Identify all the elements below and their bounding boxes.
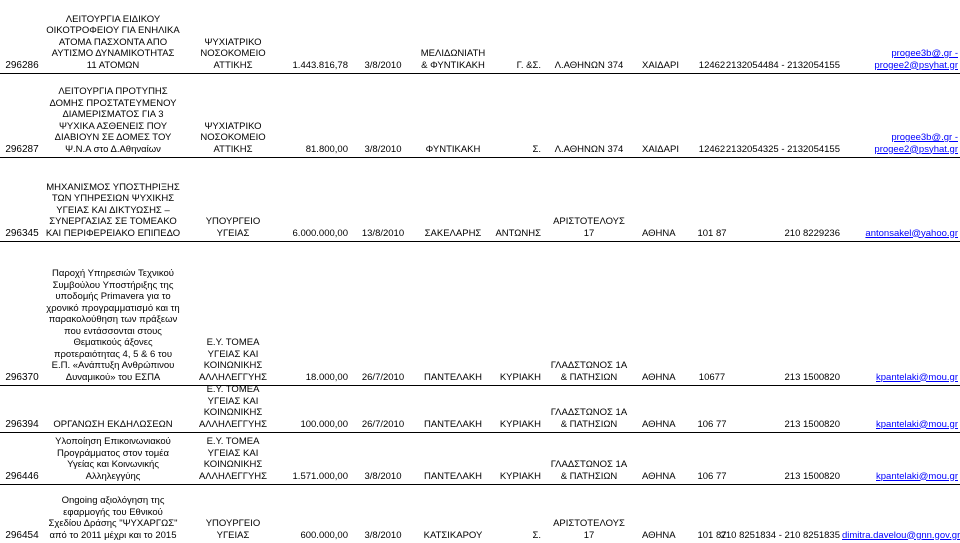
cell-date: 3/8/2010: [364, 470, 402, 482]
cell-surname: ΦΥΝΤΙΚΑΚΗ: [425, 143, 481, 155]
cell-amount: 1.443.816,78: [292, 59, 348, 71]
cell-date: 3/8/2010: [364, 529, 402, 541]
cell-street: Λ.ΑΘΗΝΩΝ 374: [554, 143, 624, 155]
cell-amount: 100.000,00: [300, 418, 348, 430]
cell-phone: 210 8251834 - 210 8251835: [720, 529, 840, 541]
cell-zip: 10677: [698, 371, 726, 383]
cell-email[interactable]: dimitra.davelou@gnn.gov.gr: [842, 529, 960, 541]
cell-date: 3/8/2010: [364, 143, 402, 155]
cell-id: 296446: [5, 470, 39, 482]
cell-street: ΓΛΑΔΣΤΩΝΟΣ 1Α & ΠΑΤΗΣΙΩΝ: [550, 459, 628, 482]
cell-body: ΨΥΧΙΑΤΡΙΚΟ ΝΟΣΟΚΟΜΕΙΟ ΑΤΤΙΚΗΣ: [200, 36, 266, 71]
cell-phone: 213 1500820: [784, 470, 840, 482]
cell-date: 26/7/2010: [361, 418, 405, 430]
cell-firstname: ΑΝΤΩΝΗΣ: [495, 227, 541, 239]
cell-amount: 6.000.000,00: [292, 227, 348, 239]
cell-body: ΥΠΟΥΡΓΕΙΟ ΥΓΕΙΑΣ: [205, 518, 261, 541]
cell-street: ΓΛΑΔΣΤΩΝΟΣ 1Α & ΠΑΤΗΣΙΩΝ: [550, 407, 628, 430]
cell-phone: 2132054325 - 2132054155: [725, 143, 840, 155]
cell-email[interactable]: kpantelaki@mou.gr: [876, 418, 958, 430]
cell-city: ΧΑΙΔΑΡΙ: [642, 143, 679, 155]
cell-email[interactable]: antonsakel@yahoo.gr: [865, 227, 958, 239]
cell-firstname: Γ. &Σ.: [516, 59, 541, 71]
table-row: [0, 73, 960, 157]
cell-date: 13/8/2010: [361, 227, 405, 239]
cell-surname: ΠΑΝΤΕΛΑΚΗ: [423, 470, 483, 482]
cell-body: Ε.Υ. ΤΟΜΕΑ ΥΓΕΙΑΣ ΚΑΙ ΚΟΙΝΩΝΙΚΗΣ ΑΛΛΗΛΕΓΓΥΗΣ: [198, 337, 268, 383]
table-row: [0, 241, 960, 385]
cell-email[interactable]: progee3b@.gr - progee2@psyhat.gr: [874, 132, 958, 155]
cell-id: 296394: [5, 418, 39, 430]
cell-id: 296287: [5, 143, 39, 155]
cell-zip: 12462: [698, 59, 726, 71]
cell-zip: 106 77: [697, 418, 727, 430]
cell-body: ΥΠΟΥΡΓΕΙΟ ΥΓΕΙΑΣ: [205, 216, 261, 239]
cell-surname: ΚΑΤΣΙΚΑΡΟΥ: [423, 529, 483, 541]
cell-id: 296454: [5, 529, 39, 541]
cell-surname: ΠΑΝΤΕΛΑΚΗ: [423, 371, 483, 383]
table-row: [0, 432, 960, 484]
cell-title: Παροχή Υπηρεσιών Τεχνικού Συμβούλου Υποστήριξης της υποδομής Primavera για το χρονικό προγραμματισμό και τη παρακολούθηση των πράξεων που εντάσσονται στους Θεματικούς άξονες προτεραιότητας 4, 5 & 6 του Ε.Π. «Ανάπτυξη Ανθρώπινου Δυναμικού» του ΕΣΠΑ: [46, 268, 180, 383]
cell-street: Λ.ΑΘΗΝΩΝ 374: [554, 59, 624, 71]
cell-amount: 18.000,00: [305, 371, 348, 383]
cell-title: Υλοποίηση Επικοινωνιακού Προγράμματος στον τομέα Υγείας και Κοινωνικής Αλληλεγγύης: [55, 436, 171, 482]
cell-street: ΓΛΑΔΣΤΩΝΟΣ 1Α & ΠΑΤΗΣΙΩΝ: [550, 360, 628, 383]
table-row: [0, 385, 960, 432]
cell-street: ΑΡΙΣΤΟΤΕΛΟΥΣ 17: [553, 216, 625, 239]
cell-title: ΛΕΙΤΟΥΡΓΙΑ ΕΙΔΙΚΟΥ ΟΙΚΟΤΡΟΦΕΙΟΥ ΓΙΑ ΕΝΗΛΙΚΑ ΑΤΟΜΑ ΠΑΣΧΟΝΤΑ ΑΠΟ ΑΥΤΙΣΜΟ ΔΥΝΑΜΙΚΟΤΗΤΑΣ 11 ΑΤΟΜΩΝ: [46, 13, 180, 71]
cell-phone: 210 8229236: [784, 227, 840, 239]
cell-city: ΑΘΗΝΑ: [642, 529, 676, 541]
cell-firstname: Σ.: [532, 143, 541, 155]
cell-body: ΨΥΧΙΑΤΡΙΚΟ ΝΟΣΟΚΟΜΕΙΟ ΑΤΤΙΚΗΣ: [200, 120, 266, 155]
table-row: [0, 0, 960, 73]
cell-title: ΛΕΙΤΟΥΡΓΙΑ ΠΡΟΤΥΠΗΣ ΔΟΜΗΣ ΠΡΟΣΤΑΤΕΥΜΕΝΟΥ ΔΙΑΜΕΡΙΣΜΑΤΟΣ ΓΙΑ 3 ΨΥΧΙΚΑ ΑΣΘΕΝΕΙΣ ΠΟΥ ΔΙΑΒΙΟΥΝ ΣΕ ΔΟΜΕΣ ΤΟΥ Ψ.Ν.Α στο Δ.Αθηναίων: [49, 86, 177, 155]
cell-id: 296286: [5, 59, 39, 71]
cell-zip: 106 77: [697, 470, 727, 482]
cell-phone: 213 1500820: [784, 371, 840, 383]
cell-amount: 600.000,00: [300, 529, 348, 541]
cell-surname: ΜΕΛΙΔΩΝΙΑΤΗ & ΦΥΝΤΙΚΑΚΗ: [420, 48, 486, 71]
cell-zip: 12462: [698, 143, 726, 155]
cell-email[interactable]: progee3b@.gr - progee2@psyhat.gr: [874, 48, 958, 71]
cell-city: ΑΘΗΝΑ: [642, 371, 676, 383]
cell-body: Ε.Υ. ΤΟΜΕΑ ΥΓΕΙΑΣ ΚΑΙ ΚΟΙΝΩΝΙΚΗΣ ΑΛΛΗΛΕΓΓΥΗΣ: [198, 436, 268, 482]
cell-id: 296370: [5, 371, 39, 383]
cell-email[interactable]: kpantelaki@mou.gr: [876, 371, 958, 383]
cell-date: 3/8/2010: [364, 59, 402, 71]
cell-email[interactable]: kpantelaki@mou.gr: [876, 470, 958, 482]
cell-surname: ΣΑΚΕΛΑΡΗΣ: [424, 227, 482, 239]
cell-amount: 1.571.000,00: [292, 470, 348, 482]
cell-phone: 2132054484 - 2132054155: [725, 59, 840, 71]
cell-firstname: ΚΥΡΙΑΚΗ: [499, 418, 541, 430]
cell-amount: 81.800,00: [305, 143, 348, 155]
cell-city: ΑΘΗΝΑ: [642, 227, 676, 239]
cell-firstname: Σ.: [532, 529, 541, 541]
cell-firstname: ΚΥΡΙΑΚΗ: [499, 470, 541, 482]
cell-zip: 101 87: [697, 529, 727, 541]
cell-surname: ΠΑΝΤΕΛΑΚΗ: [423, 418, 483, 430]
table-row: [0, 157, 960, 241]
cell-body: Ε.Υ. ΤΟΜΕΑ ΥΓΕΙΑΣ ΚΑΙ ΚΟΙΝΩΝΙΚΗΣ ΑΛΛΗΛΕΓΓΥΗΣ: [198, 384, 268, 430]
cell-city: ΑΘΗΝΑ: [642, 418, 676, 430]
cell-city: ΧΑΙΔΑΡΙ: [642, 59, 679, 71]
cell-firstname: ΚΥΡΙΑΚΗ: [499, 371, 541, 383]
cell-id: 296345: [5, 227, 39, 239]
cell-zip: 101 87: [697, 227, 727, 239]
cell-city: ΑΘΗΝΑ: [642, 470, 676, 482]
cell-phone: 213 1500820: [784, 418, 840, 430]
cell-street: ΑΡΙΣΤΟΤΕΛΟΥΣ 17: [553, 518, 625, 541]
cell-title: ΟΡΓΑΝΩΣΗ ΕΚΔΗΛΩΣΕΩΝ: [53, 418, 173, 430]
cell-date: 26/7/2010: [361, 371, 405, 383]
cell-title: Ongoing αξιολόγηση της εφαρμογής του Εθνικού Σχεδίου Δράσης "ΨΥΧΑΡΓΩΣ" από το 2011 μέχρι και το 2015: [48, 495, 178, 541]
cell-title: ΜΗΧΑΝΙΣΜΟΣ ΥΠΟΣΤΗΡΙΞΗΣ ΤΩΝ ΥΠΗΡΕΣΙΩΝ ΨΥΧΙΚΗΣ ΥΓΕΙΑΣ ΚΑΙ ΔΙΚΤΥΩΣΗΣ – ΣΥΝΕΡΓΑΣΙΑΣ ΣΕ ΤΟΜΕΑΚΟ ΚΑΙ ΠΕΡΙΦΕΡΕΙΑΚΟ ΕΠΙΠΕΔΟ: [45, 181, 181, 239]
table-row: [0, 484, 960, 543]
